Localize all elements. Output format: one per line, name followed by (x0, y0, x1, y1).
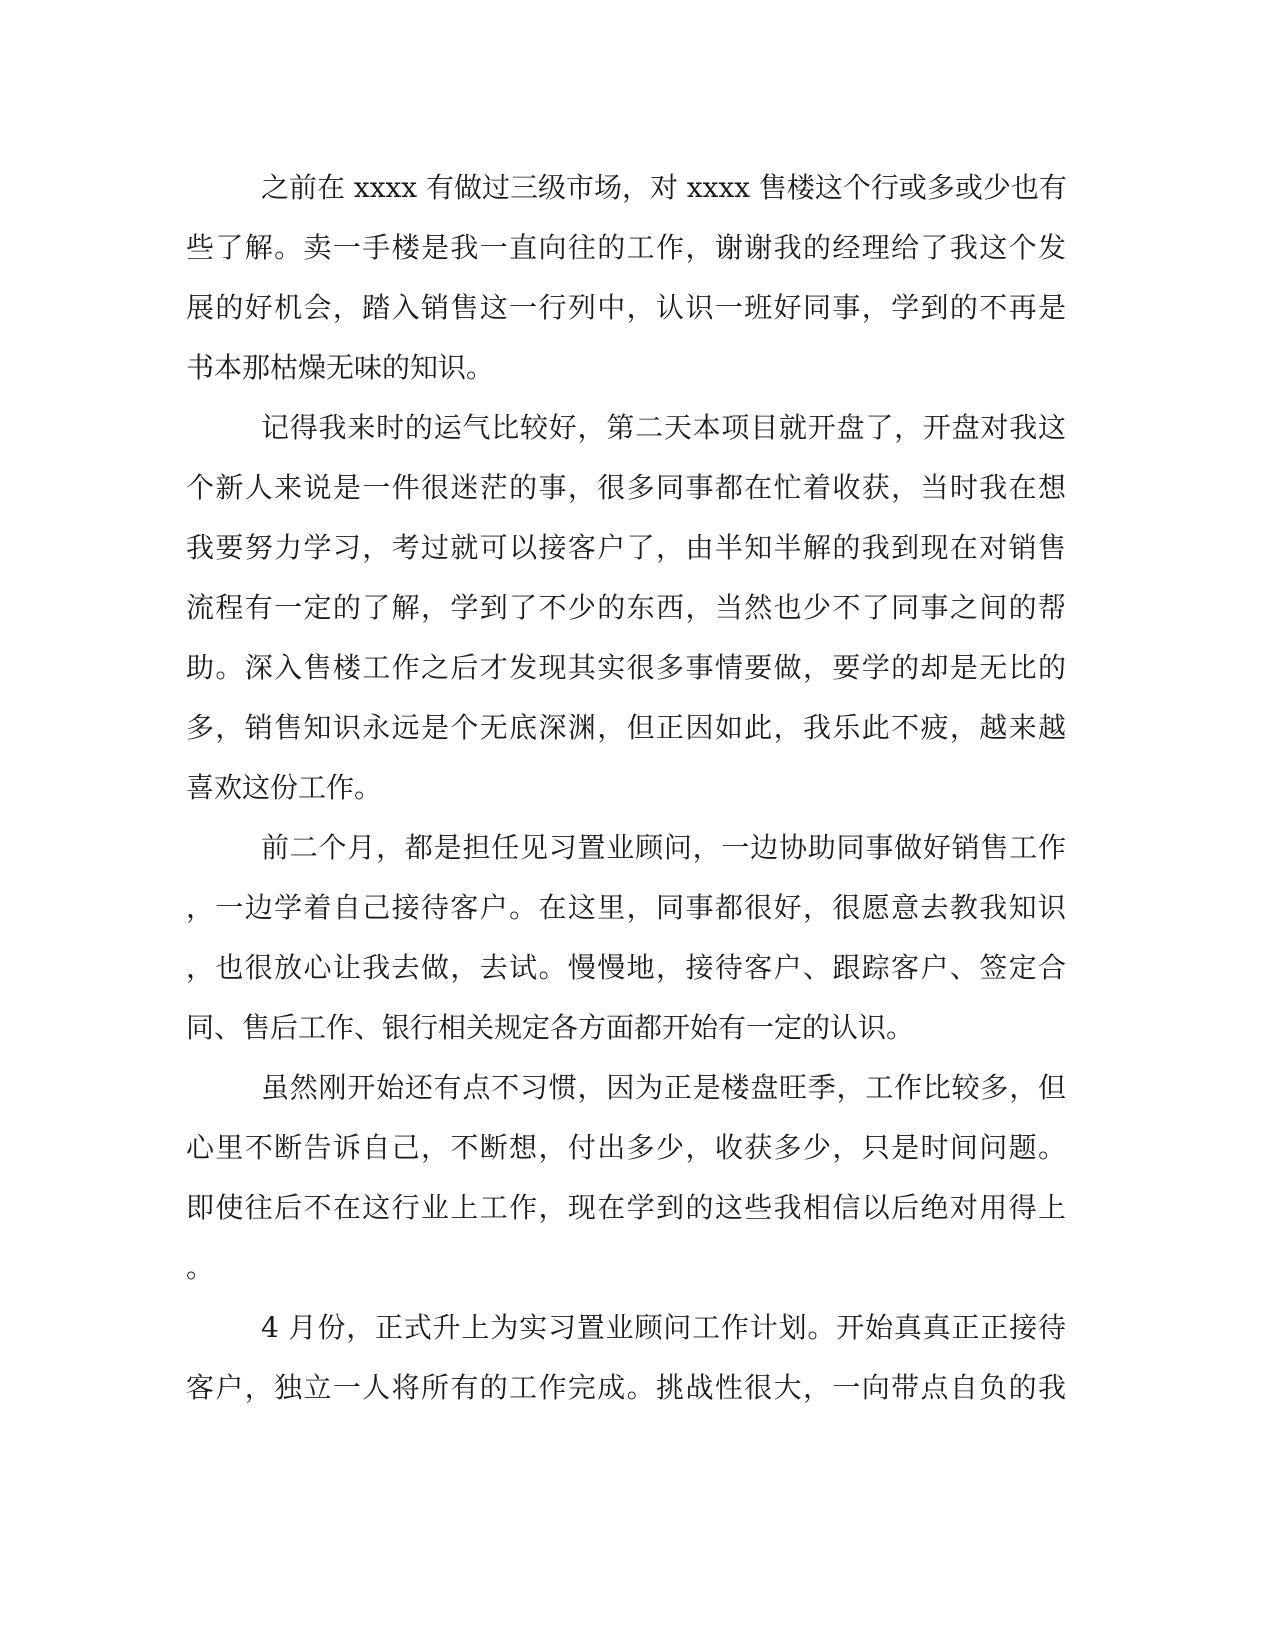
paragraph-3 (186, 818, 1066, 1058)
paragraph-1 (186, 158, 1066, 398)
text-line: 个新人来说是一件很迷茫的事，很多同事都在忙着收获，当时我在想 (186, 471, 1066, 504)
text-line: 书本那枯燥无味的知识。 (186, 351, 495, 384)
text-line: 助。深入售楼工作之后才发现其实很多事情要做，要学的却是无比的 (186, 651, 1066, 684)
text-line: 心里不断告诉自己，不断想，付出多少，收获多少，只是时间问题。 (186, 1131, 1066, 1164)
text-line: 之前在 xxxx 有做过三级市场，对 xxxx 售楼这个行或多或少也有 (261, 171, 1067, 204)
text-line: 我要努力学习，考过就可以接客户了，由半知半解的我到现在对销售 (186, 531, 1066, 564)
text-line: 。 (186, 1251, 215, 1284)
text-line: 客户，独立一人将所有的工作完成。挑战性很大，一向带点自负的我 (186, 1371, 1066, 1404)
text-line: 同、售后工作、银行相关规定各方面都开始有一定的认识。 (186, 1011, 915, 1044)
text-line: ，一边学着自己接待客户。在这里，同事都很好，很愿意去教我知识 (186, 891, 1066, 924)
text-line: 多，销售知识永远是个无底深渊，但正因如此，我乐此不疲，越来越 (186, 711, 1066, 744)
text-line: 喜欢这份工作。 (186, 771, 383, 804)
text-line: 4 月份，正式升上为实习置业顾问工作计划。开始真真正正接待 (261, 1311, 1066, 1344)
text-line: 虽然刚开始还有点不习惯，因为正是楼盘旺季，工作比较多，但 (261, 1071, 1066, 1104)
text-line: 流程有一定的了解，学到了不少的东西，当然也少不了同事之间的帮 (186, 591, 1066, 624)
document-body (186, 158, 1066, 1418)
paragraph-4 (186, 1058, 1066, 1298)
paragraph-5 (186, 1298, 1066, 1418)
text-line: 展的好机会，踏入销售这一行列中，认识一班好同事，学到的不再是 (186, 291, 1066, 324)
text-line: ，也很放心让我去做，去试。慢慢地，接待客户、跟踪客户、签定合 (186, 951, 1066, 984)
text-line: 些了解。卖一手楼是我一直向往的工作，谢谢我的经理给了我这个发 (186, 231, 1066, 264)
text-line: 即使往后不在这行业上工作，现在学到的这些我相信以后绝对用得上 (186, 1191, 1066, 1224)
text-line: 前二个月，都是担任见习置业顾问，一边协助同事做好销售工作 (261, 831, 1066, 864)
paragraph-2 (186, 398, 1066, 818)
text-line: 记得我来时的运气比较好，第二天本项目就开盘了，开盘对我这 (261, 411, 1066, 444)
